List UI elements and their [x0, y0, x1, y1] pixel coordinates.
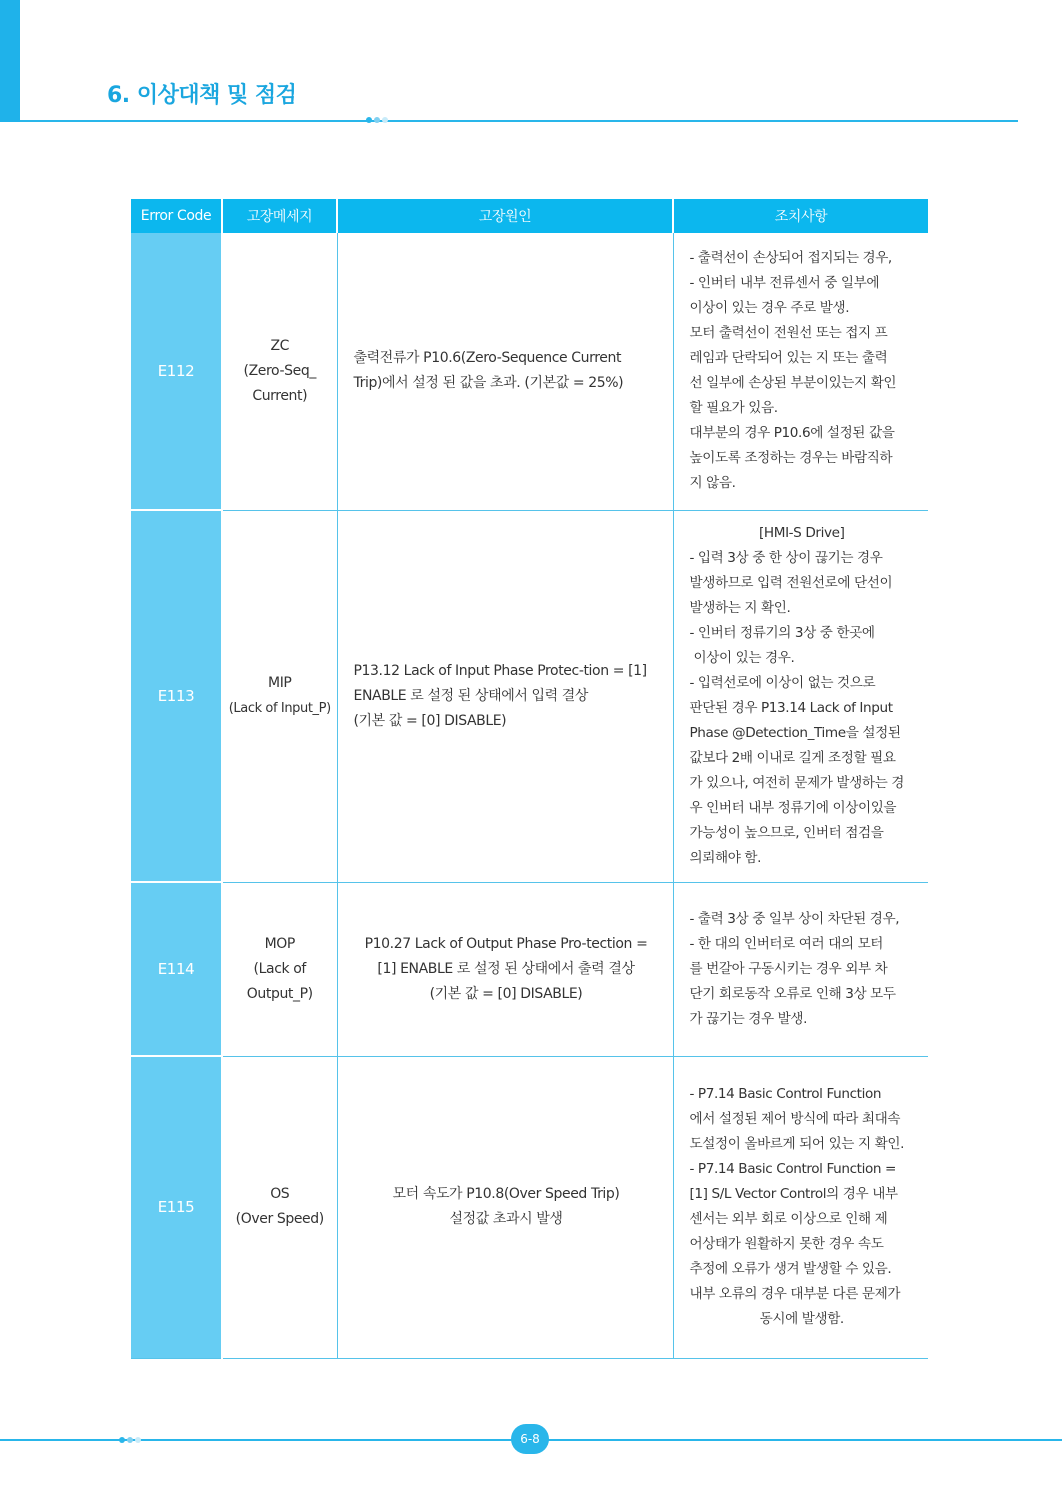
page-title: 6. 이상대책 및 점검	[107, 83, 297, 108]
header-rule	[20, 120, 1018, 122]
action-line: - 입력 3상 중 한 상이 끊기는 경우	[689, 550, 883, 566]
page-number-badge: 6-8	[511, 1424, 549, 1454]
action-line: 를 번갈아 구동시키는 경우 외부 차	[689, 960, 888, 977]
action-line: 발생하므로 입력 전원선로에 단선이	[689, 575, 893, 591]
action-line: 가 끊기는 경우 발생.	[689, 1010, 808, 1027]
action-line: - 한 대의 인버터로 여러 대의 모터	[689, 935, 884, 952]
action-line: 단기 회로동작 오류로 인해 3상 모두	[689, 985, 896, 1002]
cause-line: Trip)에서 설정 된 값을 초과. (기본값 = 25%)	[353, 375, 624, 392]
action-line: 판단된 경우 P13.14 Lack of Input	[689, 700, 893, 716]
action-line: 의뢰해야 함.	[689, 850, 761, 866]
action-heading: [HMI-S Drive]	[759, 525, 845, 541]
message-line: MOP	[264, 935, 295, 952]
message-line: (Lack of Input_P)	[228, 701, 331, 716]
action-line: 레임과 단락되어 있는 지 또는 출력	[689, 350, 888, 367]
action-line: [1] S/L Vector Control의 경우 내부	[689, 1186, 898, 1202]
error-cause-cell	[337, 882, 673, 1056]
action-line: 가 있으나, 여전히 문제가 발생하는 경	[689, 775, 904, 791]
table-row	[131, 882, 928, 1056]
message-line: (Lack of	[253, 960, 306, 977]
column-header-cause: 고장원인	[337, 199, 673, 233]
column-header-message: 고장메세지	[222, 199, 337, 233]
action-line: 대부분의 경우 P10.6에 설정된 값을	[689, 425, 895, 442]
action-line: 이상이 있는 경우.	[693, 650, 795, 666]
action-line: 내부 오류의 경우 대부분 다른 문제가	[689, 1286, 901, 1302]
action-line: 이상이 있는 경우 주로 발생.	[689, 300, 850, 317]
message-line: ZC	[270, 337, 290, 354]
action-line: 우 인버터 내부 정류기에 이상이있을	[689, 800, 897, 816]
cause-line: 출력전류가 P10.6(Zero-Sequence Current	[353, 350, 622, 367]
action-line: 가능성이 높으므로, 인버터 점검을	[689, 825, 884, 841]
cause-line: P13.12 Lack of Input Phase Protec-tion = [1]	[353, 662, 647, 679]
error-code-cell: E113	[131, 510, 222, 882]
error-cause-cell	[337, 1056, 673, 1358]
message-line: Output_P)	[246, 985, 313, 1002]
table-row	[131, 1056, 928, 1358]
action-line: 어상태가 원활하지 못한 경우 속도	[689, 1236, 884, 1252]
message-line: (Zero-Seq_	[243, 362, 316, 379]
error-action-cell	[673, 1056, 928, 1358]
error-action-cell	[673, 510, 928, 882]
action-line: 값보다 2배 이내로 길게 조정할 필요	[689, 750, 896, 766]
error-cause-cell	[337, 510, 673, 882]
action-line: - P7.14 Basic Control Function	[689, 1086, 882, 1102]
action-line: 할 필요가 있음.	[689, 400, 778, 417]
error-cause-cell	[337, 233, 673, 510]
error-code-table	[131, 199, 928, 1359]
message-line: MIP	[268, 675, 292, 691]
cause-line: [1] ENABLE 로 설정 된 상태에서 출력 결상	[377, 960, 635, 977]
error-message-cell	[222, 1056, 337, 1358]
error-code-cell: E112	[131, 233, 222, 510]
cause-line: 설정값 초과시 발생	[449, 1211, 563, 1227]
cause-line: P10.27 Lack of Output Phase Pro-tection =	[364, 935, 648, 952]
action-line: 에서 설정된 제어 방식에 따라 최대속	[689, 1111, 901, 1127]
column-header-action: 조치사항	[673, 199, 928, 233]
message-line: OS	[270, 1186, 290, 1202]
action-line: - 출력선이 손상되어 접지되는 경우,	[689, 250, 892, 267]
action-line: 발생하는 지 확인.	[689, 600, 791, 616]
action-line: 지 않음.	[689, 475, 736, 492]
table-row	[131, 510, 928, 882]
cause-line: ENABLE 로 설정 된 상태에서 입력 결상	[353, 687, 589, 704]
action-line: 센서는 외부 회로 이상으로 인해 제	[689, 1211, 888, 1227]
message-line: Current)	[252, 387, 308, 404]
error-message-cell	[222, 233, 337, 510]
action-line: - 인버터 내부 전류센서 중 일부에	[689, 275, 880, 292]
column-header-error-code: Error Code	[131, 199, 222, 233]
message-line: (Over Speed)	[235, 1211, 324, 1227]
cause-line: 모터 속도가 P10.8(Over Speed Trip)	[392, 1186, 620, 1202]
action-line: - 입력선로에 이상이 없는 것으로	[689, 675, 876, 691]
error-message-cell	[222, 882, 337, 1056]
action-line: - P7.14 Basic Control Function =	[689, 1161, 897, 1177]
action-line: - 인버터 정류기의 3상 중 한곳에	[689, 625, 875, 641]
footer-dots-ornament	[119, 1437, 141, 1443]
action-line: 선 일부에 손상된 부분이있는지 확인	[689, 375, 897, 392]
header-dots-ornament	[366, 117, 388, 123]
error-code-cell: E114	[131, 882, 222, 1056]
action-line: 모터 출력선이 전원선 또는 접지 프	[689, 325, 888, 342]
action-line: Phase @Detection_Time을 설정된	[689, 725, 901, 741]
cause-line: (기본 값 = [0] DISABLE)	[429, 985, 583, 1002]
action-line: 동시에 발생함.	[759, 1311, 844, 1327]
action-line: 도설정이 올바르게 되어 있는 지 확인.	[689, 1136, 904, 1152]
error-action-cell	[673, 882, 928, 1056]
left-accent-bar	[0, 0, 20, 122]
error-code-cell: E115	[131, 1056, 222, 1358]
table-header-row	[131, 199, 928, 233]
action-line: 높이도록 조정하는 경우는 바람직하	[689, 450, 893, 467]
action-line: 추정에 오류가 생겨 발생할 수 있음.	[689, 1261, 892, 1277]
error-message-cell	[222, 510, 337, 882]
action-line: - 출력 3상 중 일부 상이 차단된 경우,	[689, 910, 900, 927]
table-row	[131, 233, 928, 510]
cause-line: (기본 값 = [0] DISABLE)	[353, 712, 507, 729]
error-action-cell	[673, 233, 928, 510]
